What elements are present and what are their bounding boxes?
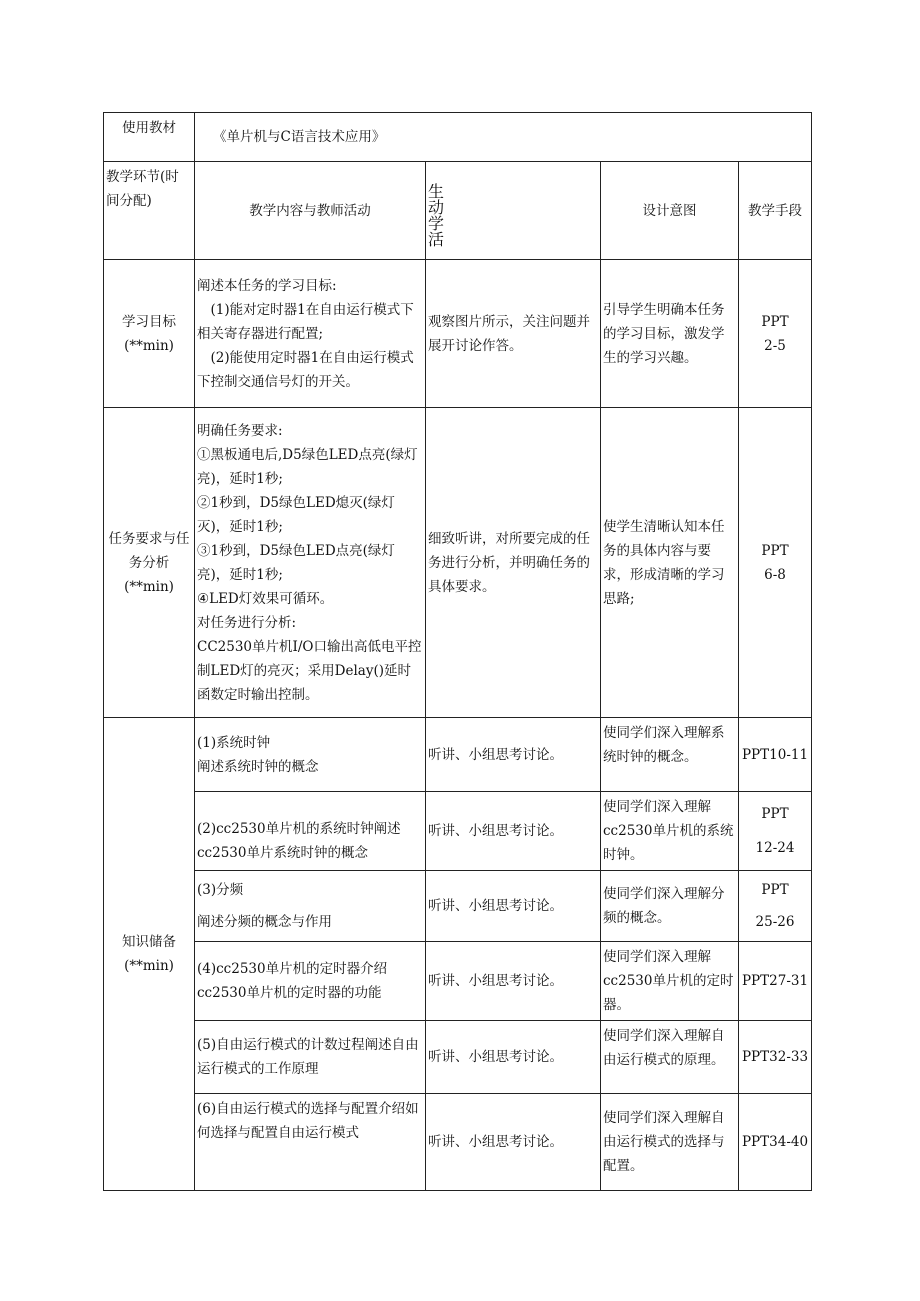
task-content-line: ④LED灯效果可循环。 xyxy=(197,590,334,607)
goals-means xyxy=(739,260,812,408)
goals-row xyxy=(104,260,812,408)
task-means-line: 6-8 xyxy=(764,566,786,583)
knowledge-intent-1: 使同学们深入理解系统时钟的概念。 xyxy=(601,718,739,792)
knowledge-intent-4: 使同学们深入理解cc2530单片机的定时器。 xyxy=(601,942,739,1021)
goals-content-line: (2)能使用定时器1在自由运行模式下控制交通信号灯的开关。 xyxy=(197,349,414,390)
knowledge-stage-cell xyxy=(104,718,195,1191)
knowledge-means-4: PPT27-31 xyxy=(739,942,812,1021)
knowledge-content-6: (6)自由运行模式的选择与配置介绍如何选择与配置自由运行模式 xyxy=(195,1094,426,1191)
task-content-line: ③1秒到，D5绿色LED点亮(绿灯亮)，延时1秒; xyxy=(197,542,395,583)
knowledge-content-line: (1)系统时钟 xyxy=(197,734,271,751)
knowledge-intent-5: 使同学们深入理解自由运行模式的原理。 xyxy=(601,1021,739,1094)
knowledge-stage: 知识储备 xyxy=(122,934,176,950)
knowledge-content-4: (4)cc2530单片机的定时器介绍cc2530单片机的定时器的功能 xyxy=(195,942,426,1021)
knowledge-content-5: (5)自由运行模式的计数过程阐述自由运行模式的工作原理 xyxy=(195,1021,426,1094)
knowledge-row-1 xyxy=(104,718,812,792)
task-student: 细致听讲，对所要完成的任务进行分析，并明确任务的具体要求。 xyxy=(426,408,601,718)
goals-student: 观察图片所示，关注问题并展开讨论作答。 xyxy=(426,260,601,408)
header-intent: 设计意图 xyxy=(601,162,739,260)
knowledge-student-1: 听讲、小组思考讨论。 xyxy=(426,718,601,792)
knowledge-means-line: PPT xyxy=(761,806,789,822)
task-content-line: ②1秒到，D5绿色LED熄灭(绿灯灭)，延时1秒; xyxy=(197,494,395,535)
goals-content-line: 阐述本任务的学习目标: xyxy=(197,277,337,294)
textbook-label: 使用教材 xyxy=(104,113,195,162)
task-content xyxy=(195,408,426,718)
knowledge-student-4: 听讲、小组思考讨论。 xyxy=(426,942,601,1021)
knowledge-row-2 xyxy=(104,792,812,871)
header-means: 教学手段 xyxy=(739,162,812,260)
knowledge-content-line: 阐述分频的概念与作用 xyxy=(197,914,332,930)
header-student-cell xyxy=(426,162,601,260)
knowledge-intent-3: 使同学们深入理解分频的概念。 xyxy=(601,871,739,942)
task-content-line: CC2530单片机I/O口输出高低电平控制LED灯的亮灭；采用Delay()延时函数定时输出控制。 xyxy=(197,638,422,703)
goals-time: (**min) xyxy=(124,337,174,354)
task-time: (**min) xyxy=(124,578,174,595)
knowledge-intent-6: 使同学们深入理解自由运行模式的选择与配置。 xyxy=(601,1094,739,1191)
task-means xyxy=(739,408,812,718)
goals-stage: 学习目标 xyxy=(122,313,176,330)
task-content-line: 对任务进行分析: xyxy=(197,614,297,631)
knowledge-content-2: (2)cc2530单片机的系统时钟阐述cc2530单片系统时钟的概念 xyxy=(195,792,426,871)
knowledge-student-5: 听讲、小组思考讨论。 xyxy=(426,1021,601,1094)
goals-content xyxy=(195,260,426,408)
lesson-plan-table xyxy=(103,112,812,1191)
goals-stage-cell xyxy=(104,260,195,408)
knowledge-means-line: PPT xyxy=(761,882,789,898)
knowledge-row-4 xyxy=(104,942,812,1021)
knowledge-means-1: PPT10-11 xyxy=(739,718,812,792)
knowledge-means-6: PPT34-40 xyxy=(739,1094,812,1191)
goals-content-line: (1)能对定时器1在自由运行模式下相关寄存器进行配置; xyxy=(197,301,414,342)
knowledge-row-3 xyxy=(104,871,812,942)
header-content: 教学内容与教师活动 xyxy=(195,162,426,260)
task-row xyxy=(104,408,812,718)
knowledge-content-line: (3)分频 xyxy=(197,882,244,898)
header-student: 生动学活 xyxy=(428,182,445,249)
header-row xyxy=(104,162,812,260)
knowledge-content-1 xyxy=(195,718,426,792)
task-intent: 使学生清晰认知本任务的具体内容与要求，形成清晰的学习思路; xyxy=(601,408,739,718)
knowledge-means-line: 25-26 xyxy=(755,914,795,930)
knowledge-student-6: 听讲、小组思考讨论。 xyxy=(426,1094,601,1191)
header-stage: 教学环节(时间分配) xyxy=(104,162,195,260)
knowledge-content-3 xyxy=(195,871,426,942)
task-content-line: ①黑板通电后,D5绿色LED点亮(绿灯亮)，延时1秒; xyxy=(197,446,418,487)
task-stage: 任务要求与任务分析 xyxy=(108,530,190,571)
knowledge-time: (**min) xyxy=(124,958,174,974)
knowledge-means-line: 12-24 xyxy=(755,840,795,856)
knowledge-content-line: 阐述系统时钟的概念 xyxy=(197,758,319,775)
knowledge-row-6 xyxy=(104,1094,812,1191)
task-content-line: 明确任务要求: xyxy=(197,422,283,439)
goals-means-line: 2-5 xyxy=(764,337,786,354)
task-means-line: PPT xyxy=(761,542,789,559)
knowledge-intent-2: 使同学们深入理解cc2530单片机的系统时钟。 xyxy=(601,792,739,871)
knowledge-means-2 xyxy=(739,792,812,871)
goals-means-line: PPT xyxy=(761,313,789,330)
knowledge-student-2: 听讲、小组思考讨论。 xyxy=(426,792,601,871)
knowledge-means-3 xyxy=(739,871,812,942)
textbook-row xyxy=(104,113,812,162)
task-stage-cell xyxy=(104,408,195,718)
textbook-value: 《单片机与C语言技术应用》 xyxy=(195,113,812,162)
knowledge-student-3: 听讲、小组思考讨论。 xyxy=(426,871,601,942)
knowledge-row-5 xyxy=(104,1021,812,1094)
goals-intent: 引导学生明确本任务的学习目标，激发学生的学习兴趣。 xyxy=(601,260,739,408)
knowledge-means-5: PPT32-33 xyxy=(739,1021,812,1094)
